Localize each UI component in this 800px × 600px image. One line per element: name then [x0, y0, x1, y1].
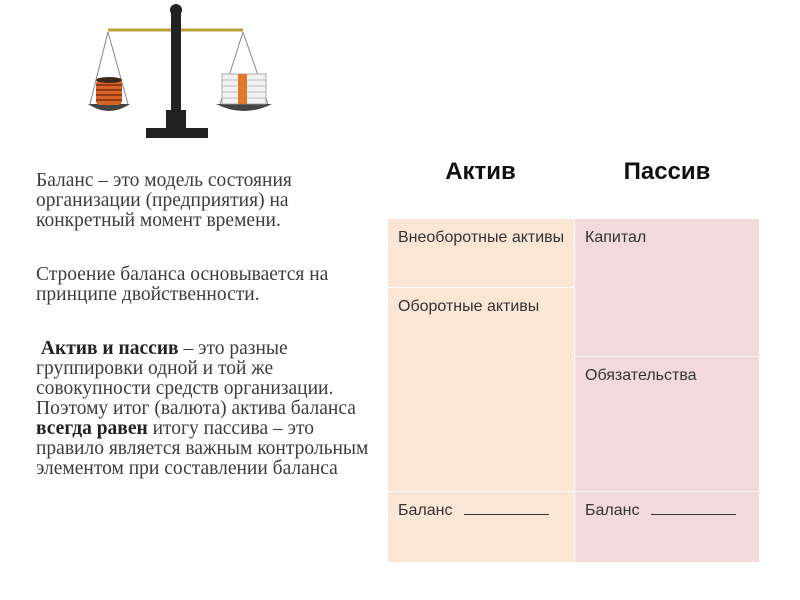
- balance-scale-icon: [88, 0, 288, 145]
- equality-text-part1: – это разные группировки одной и той же совокупности средств организации. Поэтому итог (валюта) актива баланса: [36, 338, 356, 419]
- always-equal-term: всегда равен: [36, 418, 148, 439]
- equality-text-part2: итогу пассива – это правило является важным контрольным элементом при составлении баланса: [36, 418, 369, 479]
- passiv-total-label: Баланс: [585, 502, 640, 519]
- coin-stack-icon: [96, 77, 122, 105]
- noncurrent-assets-label: Внеоборотные активы: [398, 229, 565, 246]
- aktiv-total-cell: [388, 492, 574, 562]
- capital-label: Капитал: [585, 229, 647, 246]
- banknote-stack-icon: [222, 74, 266, 104]
- passiv-total-cell: [575, 492, 759, 562]
- definition-paragraph: [36, 171, 381, 231]
- aktiv-passiv-term: Актив и пассив: [40, 338, 179, 359]
- duality-text: Строение баланса основывается на принципе двойственности.: [36, 264, 329, 305]
- aktiv-total-label: Баланс: [398, 502, 453, 519]
- current-assets-cell: [388, 288, 574, 491]
- aktiv-column-header: Актив: [445, 158, 516, 185]
- definition-text: Баланс – это модель состояния организации (предприятия) на конкретный момент времени.: [36, 170, 292, 231]
- liabilities-label: Обязательства: [585, 367, 697, 384]
- aktiv-total-blank-line: [464, 500, 549, 515]
- liabilities-cell: [575, 357, 759, 491]
- passiv-column-header: Пассив: [623, 158, 711, 185]
- equality-paragraph: [36, 339, 381, 479]
- current-assets-label: Оборотные активы: [398, 298, 540, 315]
- capital-cell: [575, 219, 759, 357]
- duality-paragraph: [36, 265, 381, 305]
- passiv-total-blank-line: [651, 500, 736, 515]
- noncurrent-assets-cell: [388, 219, 574, 288]
